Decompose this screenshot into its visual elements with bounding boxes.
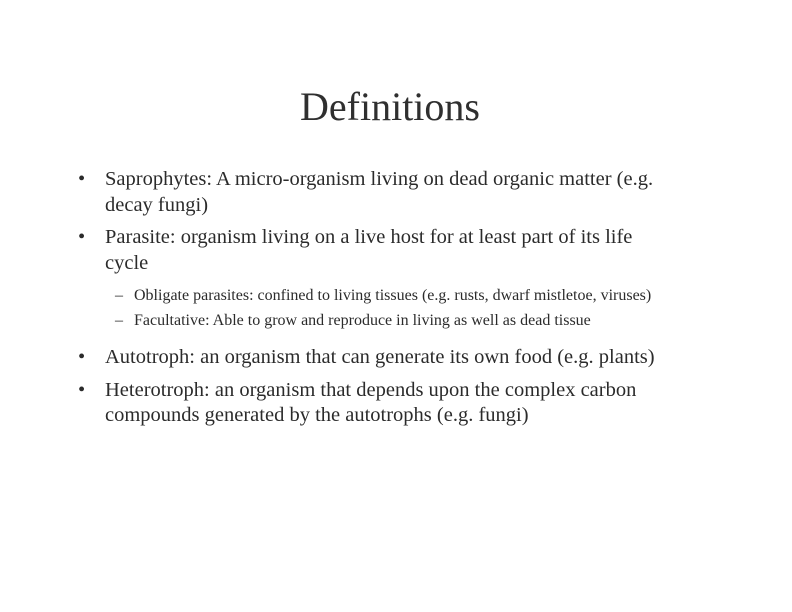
sub-bullet-facultative <box>76 310 676 332</box>
bullet-marker: • <box>78 226 86 248</box>
bullet-marker: • <box>78 168 86 190</box>
bullet-marker: • <box>78 378 86 401</box>
sub-bullet-text: Obligate parasites: confined to living tissues (e.g. rusts, dwarf mistletoe, viruses) <box>134 287 652 304</box>
slide-content <box>76 167 676 436</box>
bullet-text: Autotroph: an organism that can generate its own food (e.g. plants) <box>105 346 655 368</box>
bullet-heterotroph <box>76 378 676 429</box>
sub-bullet-marker: – <box>115 287 123 304</box>
bullet-autotroph <box>76 345 676 371</box>
sub-bullet-text: Facultative: Able to grow and reproduce in living as well as dead tissue <box>134 311 591 329</box>
sub-bullet-list <box>76 285 676 331</box>
sub-bullet-marker: – <box>115 311 123 329</box>
slide-title: Definitions <box>300 84 480 129</box>
sub-bullet-obligate <box>76 285 676 307</box>
bullet-text: Heterotroph: an organism that depends upon the complex carbon compounds generated by the autotrophs (e.g. fungi) <box>105 378 637 426</box>
bullet-text: Parasite: organism living on a live host for at least part of its life cycle <box>105 226 633 274</box>
bullet-parasite <box>76 225 676 276</box>
bullet-marker: • <box>78 346 86 368</box>
bullet-saprophytes <box>76 167 676 218</box>
bullet-text: Saprophytes: A micro-organism living on dead organic matter (e.g. decay fungi) <box>105 168 654 216</box>
